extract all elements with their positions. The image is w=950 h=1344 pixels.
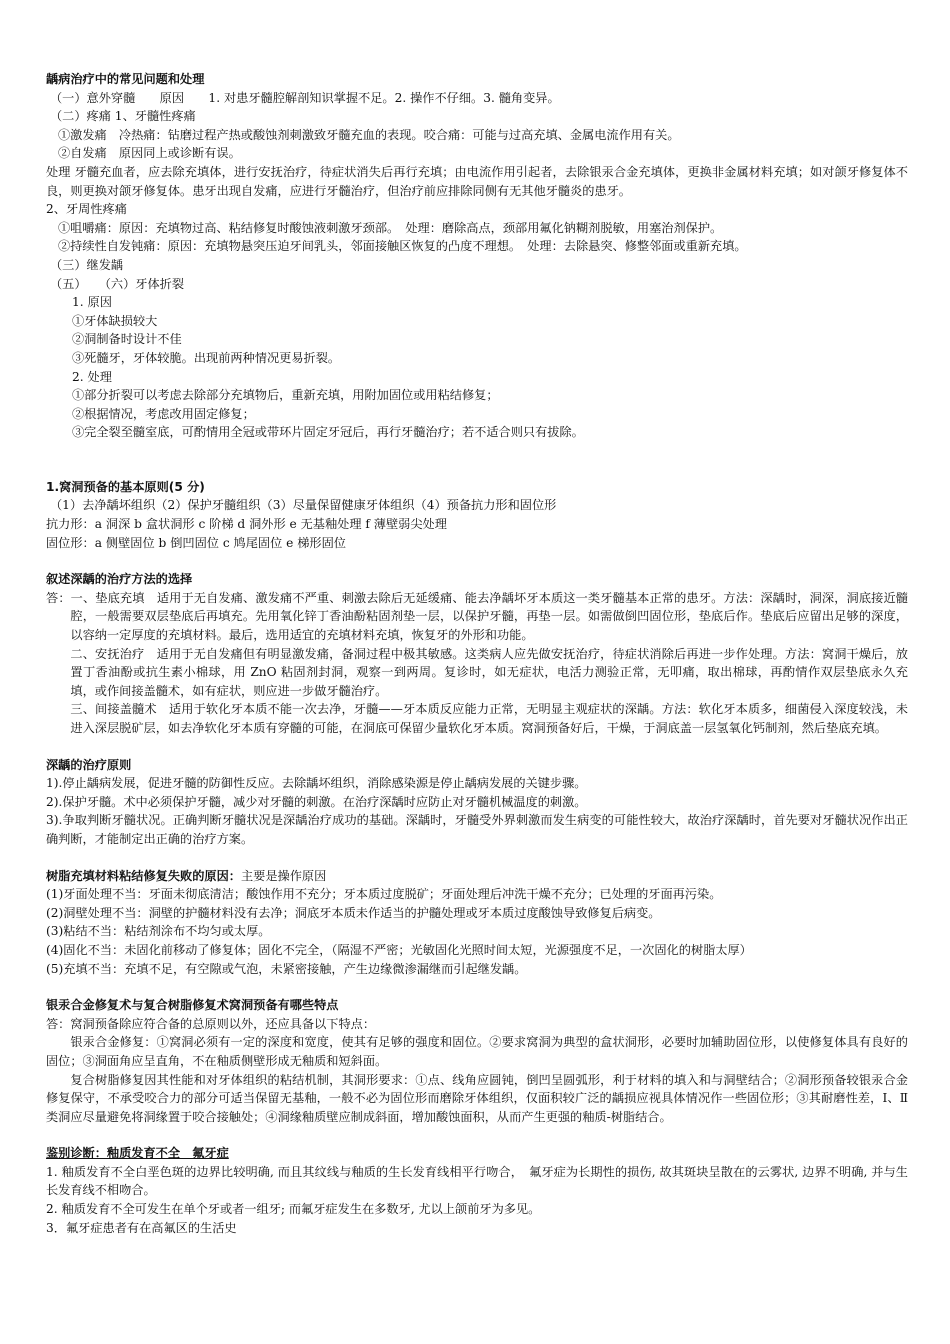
text-line: (3)粘结不当：粘结剂涂布不均匀或太厚。 (46, 924, 271, 939)
text-paragraph: 三、间接盖髓术 适用于软化牙本质不能一次去净，牙髓——牙本质反应能力正常，无明显主观症状的深龋。方法：软化牙本质多，细菌侵入深度较浅，未进入深层脱矿层，如去净软化牙本质有穿髓的可能，在洞底可保留少量软化牙本质。窝洞预备好后，干燥，于洞底盖一层氢氧化钙制剂，然后垫底充填。 (70, 702, 908, 735)
text-line: 答：窝洞预备除应符合备的总原则以外，还应具备以下特点： (46, 1016, 376, 1031)
section-title-deep-caries-principles: 深龋的治疗原则 (46, 757, 132, 772)
text-line: ③死髓牙，牙体较脆。出现前两种情况更易折裂。 (72, 350, 341, 365)
text-line: ②自发痛 原因同上或诊断有误。 (58, 146, 241, 161)
section-title-deep-caries-methods: 叙述深龋的治疗方法的选择 (46, 572, 193, 587)
text-line: 2).保护牙髓。术中必须保护牙髓，减少对牙髓的刺激。在治疗深龋时应防止对牙髓机械温度的刺激。 (46, 794, 587, 809)
text-line: 2. 处理 (72, 369, 112, 384)
text-line: (1)牙面处理不当：牙面未彻底清洁；酸蚀作用不充分；牙本质过度脱矿；牙面处理后冲洗干燥不充分；已处理的牙面再污染。 (46, 887, 722, 902)
text-line: ②根据情况，考虑改用固定修复； (72, 406, 255, 421)
text-line: 1. 原因 (72, 295, 112, 310)
text-paragraph: 二、安抚治疗 适用于无自发痛但有明显激发痛，备洞过程中极其敏感。这类病人应先做安抚治疗，待症状消除后再进一步作处理。方法：窝洞干燥后，放置丁香油酚或抗生素小棉球，用 ZnO 粘固剂封洞，观察一到两周。复诊时，如无症状，电活力测验正常，无叩痛，取出棉球，再酌情作双层垫底永久充填，或作间接盖髓术，如有症状，则应进一步做牙髓治疗。 (70, 646, 908, 698)
text-line: ①牙体缺损较大 (72, 313, 158, 328)
text-paragraph: 3).争取判断牙髓状况。正确判断牙髓状况是深龋治疗成功的基础。深龋时，牙髓受外界刺激而发生病变的可能性较大，故治疗深龋时，首先要对牙髓状况作出正确判断，才能制定出正确的治疗方案。 (46, 813, 908, 846)
text-line: 1).停止龋病发展，促进牙髓的防御性反应。去除龋坏组织，消除感染源是停止龋病发展的关键步骤。 (46, 776, 587, 791)
text-line: (5)充填不当：充填不足，有空隙或气泡，未紧密接触，产生边缘微渗漏继而引起继发龋。 (46, 961, 527, 976)
document-page (46, 70, 908, 1237)
text-paragraph: 复合树脂修复因其性能和对牙体组织的粘结机制，其洞形要求：①点、线角应圆钝，倒凹呈圆弧形，利于材料的填入和与洞壁结合；②洞形预备较银汞合金修复保守，不承受咬合力的部分可适当保留无基釉，一般不必为固位形而磨除牙体组织，仅面积较广泛的龋损应视具体情况作一些固位形；③其耐磨性差，Ⅰ、Ⅱ类洞应尽量避免将洞缘置于咬合接触处；④洞缘釉质壁应制成斜面，增加酸蚀面积，从而产生更强的釉质-树脂结合。 (46, 1072, 908, 1124)
text-line: 固位形：a 侧壁固位 b 倒凹固位 c 鸠尾固位 e 梯形固位 (46, 535, 346, 550)
text-line: （一）意外穿髓 原因 1. 对患牙髓腔解剖知识掌握不足。2. 操作不仔细。3. 髓角变异。 (50, 90, 560, 105)
text-line: ②持续性自发钝痛：原因：充填物悬突压迫牙间乳头，邻面接触区恢复的凸度不理想。 处理：去除悬突、修整邻面或重新充填。 (58, 239, 747, 254)
text-line: (4)固化不当：未固化前移动了修复体；固化不完全，（隔湿不严密；光敏固化光照时间太短，光源强度不足，一次固化的树脂太厚） (46, 942, 752, 957)
section-header-resin-failure (46, 867, 908, 886)
text-line: ①咀嚼痛：原因：充填物过高、粘结修复时酸蚀液刺激牙颈部。 处理：磨除高点，颈部用氟化钠糊剂脱敏，用塞治剂保护。 (58, 220, 723, 235)
text-line: （二）疼痛 1、牙髓性疼痛 (50, 109, 196, 124)
text-line: （1）去净龋坏组织（2）保护牙髓组织（3）尽量保留健康牙体组织（4）预备抗力形和固位形 (50, 498, 557, 513)
text-line: ①部分折裂可以考虑去除部分充填物后，重新充填，用附加固位或用粘结修复； (72, 388, 499, 403)
text-paragraph: 1. 釉质发育不全白垩色斑的边界比较明确, 而且其纹线与釉质的生长发育线相平行吻合， 氟牙症为长期性的损伤, 故其斑块呈散在的云雾状, 边界不明确, 并与生长发育线不相吻合。 (46, 1164, 908, 1198)
section-title-cavity-principles: 1.窝洞预备的基本原则(5 分) (46, 479, 205, 494)
text-paragraph: 银汞合金修复：①窝洞必须有一定的深度和宽度，使其有足够的强度和固位。②要求窝洞为典型的盒状洞形，必要时加辅助固位形，以使修复体具有良好的固位；③洞面角应呈直角，不在釉质侧壁形成无釉质和短斜面。 (46, 1035, 908, 1068)
section-title-resin-failure: 树脂充填材料粘结修复失败的原因： (46, 868, 241, 883)
text-paragraph: 处理 牙髓充血者，应去除充填体，进行安抚治疗，待症状消失后再行充填；由电流作用引起者，去除银汞合金充填体，更换非金属材料充填；如对颌牙修复体不良，则更换对颌牙修复体。患牙出现自发痛，应进行牙髓治疗，但治疗前应排除同侧有无其他牙髓炎的患牙。 (46, 164, 908, 198)
text-line: （五） （六）牙体折裂 (50, 276, 185, 291)
text-line: ②洞制备时设计不佳 (72, 332, 182, 347)
text-line: (2)洞壁处理不当：洞壁的护髓材料没有去净；洞底牙本质未作适当的护髓处理或牙本质过度酸蚀导致修复后病变。 (46, 905, 661, 920)
section-title-suffix: 主要是操作原因 (241, 868, 327, 883)
text-line: 2、牙周性疼痛 (46, 202, 127, 217)
text-line: 2. 釉质发育不全可发生在单个牙或者一组牙; 而氟牙症发生在多数牙, 尤以上颌前牙为多见。 (46, 1202, 541, 1217)
text-line: （三）继发龋 (50, 257, 124, 272)
text-line: 抗力形：a 洞深 b 盒状洞形 c 阶梯 d 洞外形 e 无基釉处理 f 薄壁弱尖处理 (46, 517, 447, 532)
section-title-caries-problems: 龋病治疗中的常见问题和处理 (46, 72, 205, 86)
section-title-amalgam-vs-resin: 银汞合金修复术与复合树脂修复术窝洞预备有哪些特点 (46, 998, 339, 1013)
text-paragraph: 答：一、垫底充填 适用于无自发痛、激发痛不严重、刺激去除后无延缓痛、能去净龋坏牙本质这一类牙髓基本正常的患牙。方法：深龋时，洞深，洞底接近髓腔，一般需要双层垫底后再填充。先用氧化锌丁香油酚粘固剂垫一层，以保护牙髓，再垫一层。如需做倒凹固位形，垫底后作。垫底后应留出足够的深度，以容纳一定厚度的充填材料。最后，选用适宜的充填材料充填，恢复牙的外形和功能。 (46, 590, 908, 643)
text-line: ①激发痛 冷热痛：钻磨过程产热或酸蚀剂刺激致牙髓充血的表现。咬合痛：可能与过高充填、金属电流作用有关。 (58, 127, 680, 142)
section-title-differential-diagnosis: 鉴别诊断：釉质发育不全 氟牙症 (46, 1146, 229, 1161)
text-line: 3．氟牙症患者有在高氟区的生活史 (46, 1220, 237, 1235)
text-line: ③完全裂至髓室底，可酌情用全冠或带环片固定牙冠后，再行牙髓治疗；若不适合则只有拔除。 (72, 425, 584, 440)
